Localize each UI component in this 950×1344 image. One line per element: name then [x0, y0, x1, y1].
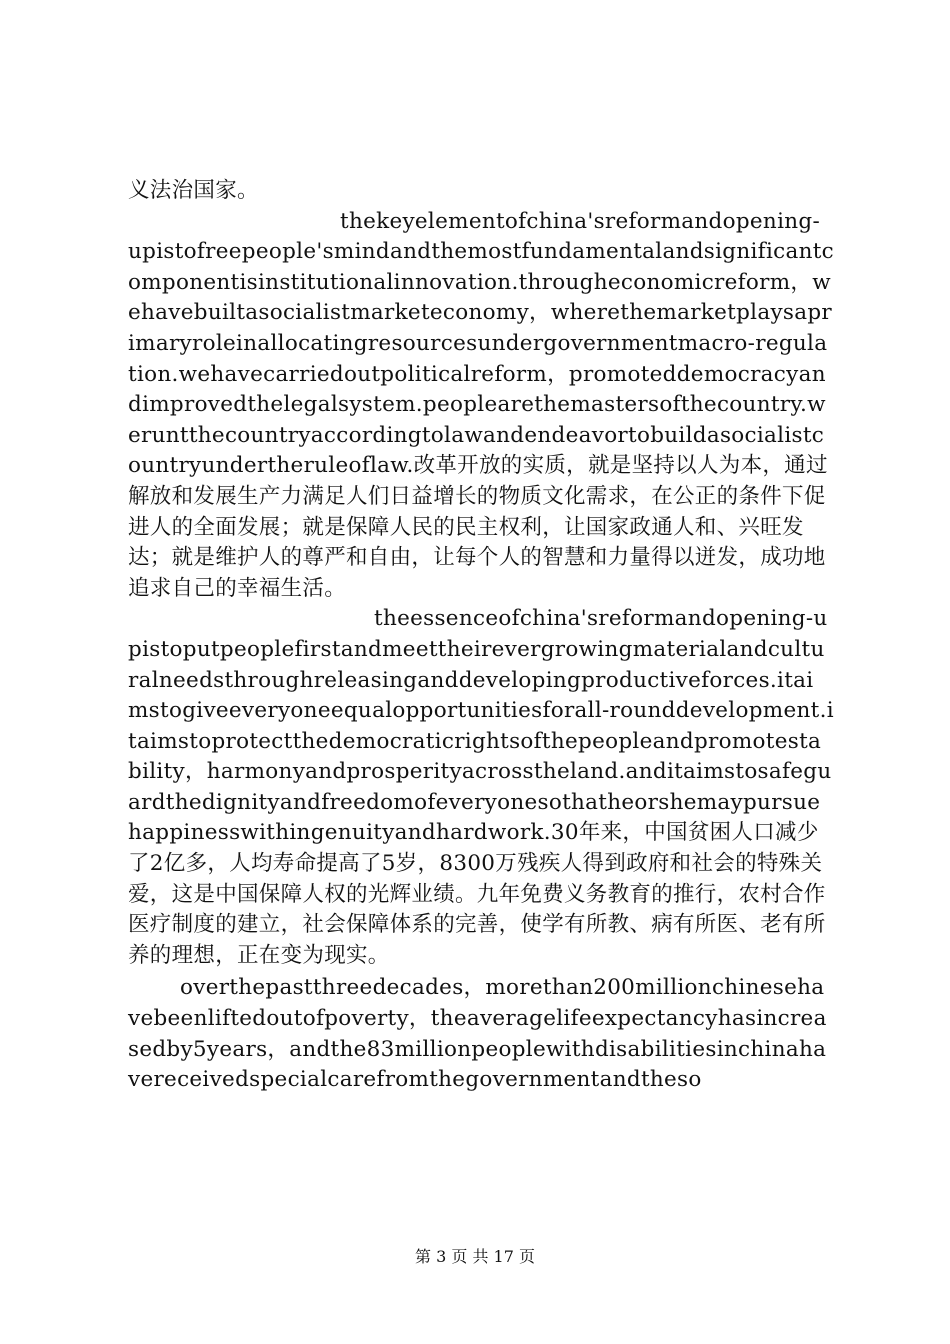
document-body [128, 176, 834, 1096]
paragraph-3: theessenceofchina'sreformandopening-upistoputpeoplefirstandmeettheirevergrowingmaterialandculturalneedsthroughreleasinganddevelopingproductiveforces.itaimstogiveeveryoneequalopportunitiesforall-rounddevelopment.itaimstoprotectthedemocraticrightsofthepeopleandpromotestability，harmonyandprosperityacrosstheland.anditaimstosafeguardthedignityandfreedomofeveryonesothatheorshemaypursuehappinesswithingenuityandhardwork.30年来，中国贫困人口减少了2亿多，人均寿命提高了5岁，8300万残疾人得到政府和社会的特殊关爱，这是中国保障人权的光辉业绩。九年免费义务教育的推行，农村合作医疗制度的建立，社会保障体系的完善，使学有所教、病有所医、老有所养的理想，正在变为现实。 [128, 606, 834, 968]
paragraph-4: overthepastthreedecades，morethan200millionchinesehavebeenliftedoutofpoverty，theaveragelifeexpectancyhasincreasedby5years，andthe83millionpeoplewithdisabilitiesinchinahavereceivedspecialcarefromthegovernmentandtheso [128, 975, 827, 1093]
page-footer: 第 3 页 共 17 页 [415, 1247, 535, 1266]
paragraph-1: 义法治国家。 [128, 178, 259, 203]
paragraph-2: thekeyelementofchina'sreformandopening-upistofreepeople'smindandthemostfundamentalandsignificantcomponentisinstitutionalinnovation.througheconomicreform，wehavebuiltasocialistmarketeconomy，wherethemarketplaysaprimaryroleinallocatingresourcesundergovernmentmacro-regulation.wehavecarriedoutpoliticalreform，promoteddemocracyandimprovedthelegalsystem.peoplearethemastersofthecountry.weruntthecountryaccordingtolawandendeavortobuildasocialistcountryundertheruleoflaw.改革开放的实质，就是坚持以人为本，通过解放和发展生产力满足人们日益增长的物质文化需求，在公正的条件下促进人的全面发展；就是保障人民的民主权利，让国家政通人和、兴旺发达；就是维护人的尊严和自由，让每个人的智慧和力量得以迸发，成功地追求自己的幸福生活。 [128, 208, 835, 601]
